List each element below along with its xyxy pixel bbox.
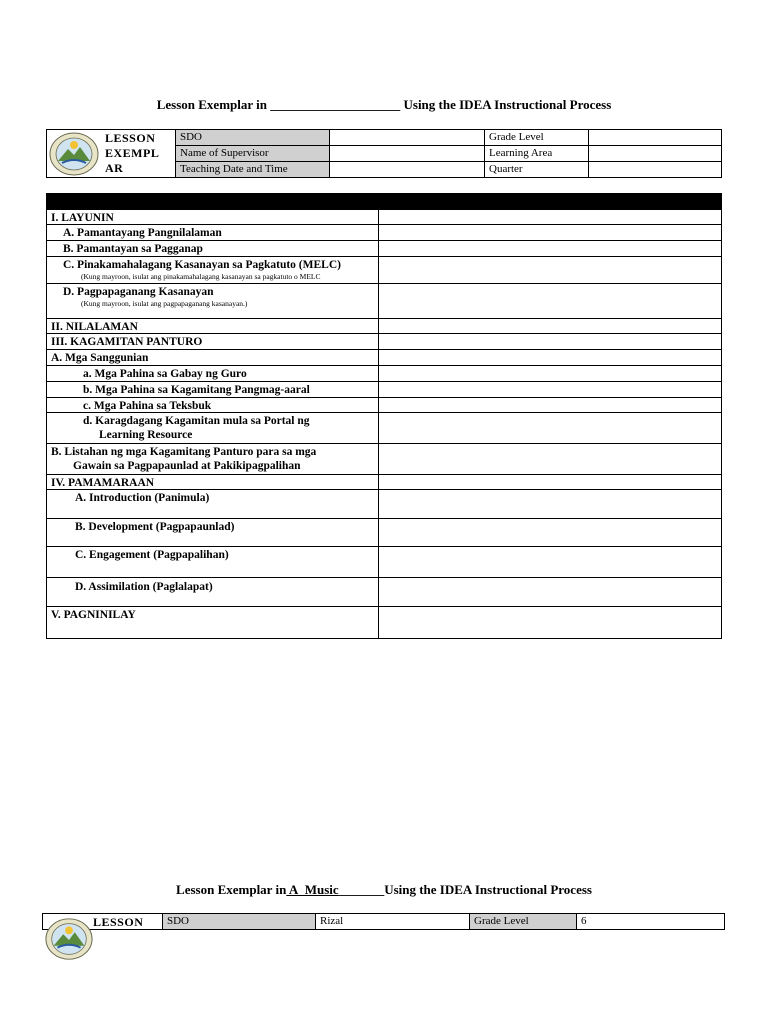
table-row: V. PAGNINILAY xyxy=(47,606,721,638)
grade-level-value-field[interactable] xyxy=(588,129,722,146)
table-row: A. Pamantayang Pangnilalaman xyxy=(47,224,721,240)
row-label: d. Karagdagang Kagamitan mula sa Portal ng xyxy=(83,415,310,427)
row-input-cell[interactable] xyxy=(379,334,721,349)
row-input-cell[interactable] xyxy=(379,225,721,240)
row-input-cell[interactable] xyxy=(379,284,721,318)
table-row: A. Introduction (Panimula) xyxy=(47,489,721,518)
supervisor-label: Name of Supervisor xyxy=(175,145,330,162)
learning-area-value-field[interactable] xyxy=(588,145,722,162)
lesson-label-2: LESSON xyxy=(93,915,144,929)
table-row xyxy=(47,412,721,443)
table-row: A. Mga Sanggunian xyxy=(47,349,721,365)
row-input-cell[interactable] xyxy=(379,366,721,381)
lesson-plan-table xyxy=(46,193,722,639)
table-row: c. Mga Pahina sa Teksbuk xyxy=(47,397,721,412)
title-suffix: Using the IDEA Instructional Process xyxy=(384,882,592,897)
row-input-cell[interactable] xyxy=(379,382,721,397)
row-label-cont: Gawain sa Pagpapaunlad at Pakikipagpalihan xyxy=(73,460,301,472)
table-row: II. NILALAMAN xyxy=(47,318,721,333)
table-row: b. Mga Pahina sa Kagamitang Pangmag-aaral xyxy=(47,381,721,397)
teaching-date-value-field[interactable] xyxy=(329,161,485,178)
sdo-label-2: SDO xyxy=(162,913,316,930)
row-input-cell[interactable] xyxy=(379,210,721,224)
sdo-label: SDO xyxy=(175,129,330,146)
row-input-cell[interactable] xyxy=(379,319,721,333)
table-row xyxy=(47,443,721,474)
row-note: (Kung mayroon, isulat ang pagpapaganang kasanayan.) xyxy=(81,299,248,308)
title-blank: _______ xyxy=(338,882,385,897)
table-row: D. Assimilation (Paglalapat) xyxy=(47,577,721,606)
grade-level-label-2: Grade Level xyxy=(469,913,577,930)
lesson-line-1: LESSON xyxy=(105,131,156,145)
row-input-cell[interactable] xyxy=(379,350,721,365)
row-label: D. Pagpapaganang Kasanayan xyxy=(63,286,214,298)
sdo-value-field[interactable] xyxy=(329,129,485,146)
row-input-cell[interactable] xyxy=(379,241,721,256)
table-row xyxy=(47,283,721,318)
sdo-value-2[interactable]: Rizal xyxy=(315,913,470,930)
row-input-cell[interactable] xyxy=(379,398,721,412)
deped-seal-icon xyxy=(48,131,100,177)
row-label: C. Pinakamahalagang Kasanayan sa Pagkatuto (MELC) xyxy=(63,259,341,271)
row-note: (Kung mayroon, isulat ang pinakamahalagang kasanayan sa pagkatuto o MELC xyxy=(81,272,321,281)
title-subject: A_Music xyxy=(286,882,339,897)
table-row: IV. PAMAMARAAN xyxy=(47,474,721,489)
quarter-label: Quarter xyxy=(484,161,589,178)
page-title-2 xyxy=(0,882,768,898)
row-input-cell[interactable] xyxy=(379,413,721,443)
lesson-line-3: AR xyxy=(105,161,124,175)
row-input-cell[interactable] xyxy=(379,444,721,474)
grade-level-label: Grade Level xyxy=(484,129,589,146)
row-input-cell[interactable] xyxy=(379,475,721,489)
row-input-cell[interactable] xyxy=(379,607,721,638)
table-row: C. Engagement (Pagpapalihan) xyxy=(47,546,721,577)
title-suffix: Using the IDEA Instructional Process xyxy=(400,97,612,112)
row-input-cell[interactable] xyxy=(379,547,721,577)
deped-seal-icon xyxy=(44,915,94,963)
table-header-row xyxy=(47,194,721,209)
row-label-cont: Learning Resource xyxy=(99,429,193,441)
table-row: III. KAGAMITAN PANTURO xyxy=(47,333,721,349)
title-prefix: Lesson Exemplar in xyxy=(176,882,287,897)
table-row: a. Mga Pahina sa Gabay ng Guro xyxy=(47,365,721,381)
table-row: B. Pamantayan sa Pagganap xyxy=(47,240,721,256)
row-input-cell[interactable] xyxy=(379,490,721,518)
page-title xyxy=(0,97,768,113)
grade-level-value-2[interactable]: 6 xyxy=(576,913,725,930)
quarter-value-field[interactable] xyxy=(588,161,722,178)
supervisor-value-field[interactable] xyxy=(329,145,485,162)
lesson-exemplar-label xyxy=(105,131,159,176)
title-prefix: Lesson Exemplar in xyxy=(156,97,271,112)
table-row xyxy=(47,256,721,283)
row-label: B. Listahan ng mga Kagamitang Panturo para sa mga xyxy=(51,446,317,458)
lesson-line-2: EXEMPL xyxy=(105,146,160,160)
teaching-date-label: Teaching Date and Time xyxy=(175,161,330,178)
table-row: I. LAYUNIN xyxy=(47,209,721,224)
title-blank: ____________________ xyxy=(270,97,401,112)
learning-area-label: Learning Area xyxy=(484,145,589,162)
row-input-cell[interactable] xyxy=(379,519,721,546)
row-input-cell[interactable] xyxy=(379,578,721,606)
row-input-cell[interactable] xyxy=(379,257,721,283)
table-row: B. Development (Pagpapaunlad) xyxy=(47,518,721,546)
